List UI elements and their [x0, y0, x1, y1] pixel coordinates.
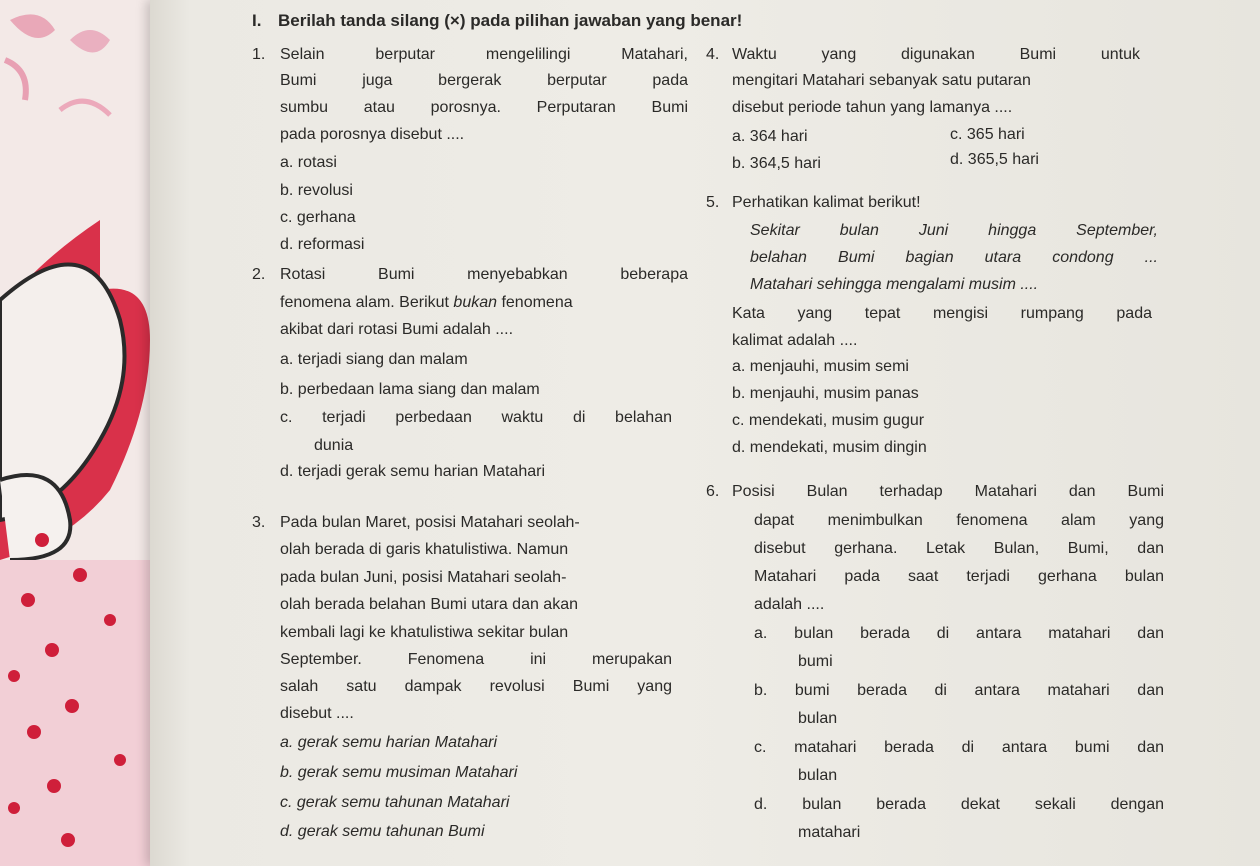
q1-number: 1.: [252, 46, 266, 63]
q6-option-c[interactable]: c. matahari berada di antara bumi dan: [754, 739, 1164, 756]
q6-text-line: disebut gerhana. Letak Bulan, Bumi, dan: [754, 540, 1164, 557]
q2-text-line: akibat dari rotasi Bumi adalah ....: [280, 321, 514, 338]
q2-number: 2.: [252, 266, 266, 283]
q6-option-d-continued: matahari: [798, 824, 861, 841]
q1-option-a[interactable]: a. rotasi: [280, 154, 337, 171]
q4-number: 4.: [706, 46, 720, 63]
q6-option-b[interactable]: b. bumi berada di antara matahari dan: [754, 682, 1164, 699]
q3-text-line: salah satu dampak revolusi Bumi yang: [280, 678, 672, 695]
q2-text-line: Rotasi Bumi menyebabkan beberapa: [280, 266, 688, 283]
q3-option-b[interactable]: b. gerak semu musiman Matahari: [280, 764, 518, 781]
q2-option-c[interactable]: c. terjadi perbedaan waktu di belahan: [280, 409, 672, 426]
q6-text-line: Matahari pada saat terjadi gerhana bulan: [754, 568, 1164, 585]
q3-text-line: kembali lagi ke khatulistiwa sekitar bulan: [280, 624, 569, 641]
q5-option-a[interactable]: a. menjauhi, musim semi: [732, 358, 909, 375]
q2-option-c-continued: dunia: [314, 437, 354, 454]
q2-text-line: fenomena alam. Berikut bukan fenomena: [280, 294, 573, 311]
q3-text-line: pada bulan Juni, posisi Matahari seolah-: [280, 569, 567, 586]
q5-quote-line: belahan Bumi bagian utara condong ...: [750, 249, 1158, 266]
q4-option-c[interactable]: c. 365 hari: [950, 126, 1025, 143]
q5-intro: Perhatikan kalimat berikut!: [732, 194, 921, 211]
q5-option-d[interactable]: d. mendekati, musim dingin: [732, 439, 927, 456]
q2-option-b[interactable]: b. perbedaan lama siang dan malam: [280, 381, 540, 398]
q3-option-a[interactable]: a. gerak semu harian Matahari: [280, 734, 497, 751]
q1-text-line: Selain berputar mengelilingi Matahari,: [280, 46, 688, 63]
q1-text-line: pada porosnya disebut ....: [280, 126, 465, 143]
q6-option-d[interactable]: d. bulan berada dekat sekali dengan: [754, 796, 1164, 813]
q5-question-line: kalimat adalah ....: [732, 332, 858, 349]
q1-option-b[interactable]: b. revolusi: [280, 182, 353, 199]
q2-option-a[interactable]: a. terjadi siang dan malam: [280, 351, 468, 368]
q6-option-b-continued: bulan: [798, 710, 838, 727]
q6-option-c-continued: bulan: [798, 767, 838, 784]
q5-question-line: Kata yang tepat mengisi rumpang pada: [732, 305, 1152, 322]
section-instruction: Berilah tanda silang (×) pada pilihan jawaban yang benar!: [278, 11, 743, 30]
q3-option-c[interactable]: c. gerak semu tahunan Matahari: [280, 794, 510, 811]
q6-text-line: Posisi Bulan terhadap Matahari dan Bumi: [732, 483, 1164, 500]
q5-quote-line: Sekitar bulan Juni hingga September,: [750, 222, 1158, 239]
q5-quote-line: Matahari sehingga mengalami musim ....: [750, 276, 1039, 293]
worksheet-page: [150, 0, 1260, 866]
q3-number: 3.: [252, 514, 266, 531]
q3-text-line: disebut ....: [280, 705, 354, 722]
q6-number: 6.: [706, 483, 720, 500]
q2-option-d[interactable]: d. terjadi gerak semu harian Matahari: [280, 463, 546, 480]
q1-option-d[interactable]: d. reformasi: [280, 236, 365, 253]
q6-text-line: adalah ....: [754, 596, 825, 613]
q4-text-line: disebut periode tahun yang lamanya ....: [732, 99, 1013, 116]
q5-number: 5.: [706, 194, 720, 211]
q6-option-a[interactable]: a. bulan berada di antara matahari dan: [754, 625, 1164, 642]
q2-emphasis: bukan: [453, 294, 498, 311]
section-number: I.: [252, 11, 262, 30]
q1-option-c[interactable]: c. gerhana: [280, 209, 356, 226]
q3-text-line: olah berada belahan Bumi utara dan akan: [280, 596, 578, 613]
q4-text-line: mengitari Matahari sebanyak satu putaran: [732, 72, 1031, 89]
q1-text-line: sumbu atau porosnya. Perputaran Bumi: [280, 99, 688, 116]
q6-text-line: dapat menimbulkan fenomena alam yang: [754, 512, 1164, 529]
q3-text-line: Pada bulan Maret, posisi Matahari seolah-: [280, 514, 580, 531]
q4-option-d[interactable]: d. 365,5 hari: [950, 151, 1039, 168]
q1-text-line: Bumi juga bergerak berputar pada: [280, 72, 688, 89]
q4-option-b[interactable]: b. 364,5 hari: [732, 155, 821, 172]
q3-option-d[interactable]: d. gerak semu tahunan Bumi: [280, 823, 485, 840]
q6-option-a-continued: bumi: [798, 653, 833, 670]
q5-option-b[interactable]: b. menjauhi, musim panas: [732, 385, 919, 402]
q4-text-line: Waktu yang digunakan Bumi untuk: [732, 46, 1140, 63]
q3-text-line: olah berada di garis khatulistiwa. Namun: [280, 541, 569, 558]
q4-option-a[interactable]: a. 364 hari: [732, 128, 808, 145]
q5-option-c[interactable]: c. mendekati, musim gugur: [732, 412, 925, 429]
q3-text-line: September. Fenomena ini merupakan: [280, 651, 672, 668]
